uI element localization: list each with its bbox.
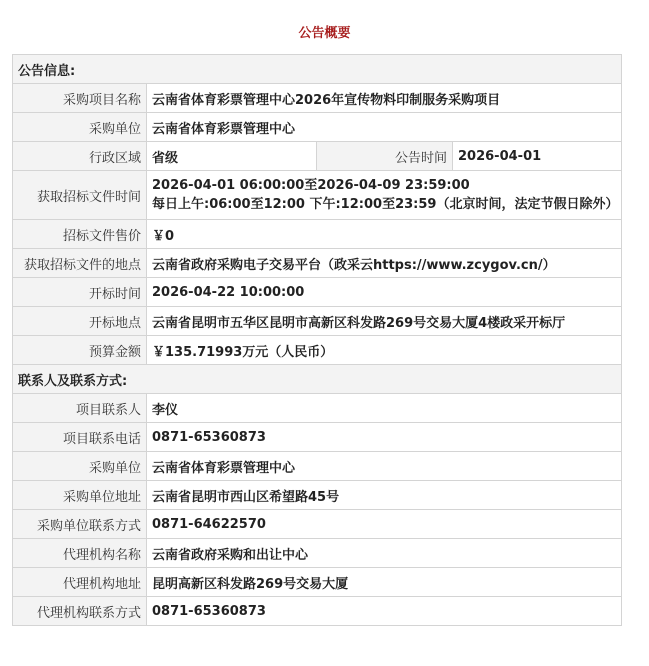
open-place-value: 云南省昆明市五华区昆明市高新区科发路269号交易大厦4楼政采开标厅 [147,307,622,336]
agency-address-label: 代理机构地址 [13,568,147,597]
agency-contact-label: 代理机构联系方式 [13,597,147,626]
table-row [13,278,622,307]
open-time-label: 开标时间 [13,278,147,307]
agency-name-value: 云南省政府采购和出让中心 [147,539,622,568]
purchaser-value: 云南省体育彩票管理中心 [147,113,622,142]
contact-phone-label: 项目联系电话 [13,423,147,452]
table-row [13,510,622,539]
doc-place-value: 云南省政府采购电子交易平台（政采云https://www.zcygov.cn/） [147,249,622,278]
table-row [13,336,622,365]
notice-time-label: 公告时间 [317,142,453,171]
budget-label: 预算金额 [13,336,147,365]
project-name-label: 采购项目名称 [13,84,147,113]
project-name-value: 云南省体育彩票管理中心2026年宣传物料印制服务采购项目 [147,84,622,113]
table-row [13,394,622,423]
table-row [13,142,622,171]
doc-price-value: ￥0 [147,220,622,249]
table-row [13,452,622,481]
table-row [13,307,622,336]
page-title: 公告概要 [298,26,351,41]
table-row [13,539,622,568]
table-row [13,423,622,452]
agency-name-label: 代理机构名称 [13,539,147,568]
purchaser-contact-label: 采购单位联系方式 [13,510,147,539]
doc-price-label: 招标文件售价 [13,220,147,249]
open-place-label: 开标地点 [13,307,147,336]
purchaser-address-label: 采购单位地址 [13,481,147,510]
section-contacts: 联系人及联系方式: [13,365,622,394]
purchaser2-value: 云南省体育彩票管理中心 [147,452,622,481]
purchaser-address-value: 云南省昆明市西山区希望路45号 [147,481,622,510]
table-row [13,249,622,278]
purchaser-label: 采购单位 [13,113,147,142]
table-row [13,171,622,220]
table-row [13,568,622,597]
agency-contact-value: 0871-65360873 [147,597,622,626]
doc-time-value [147,171,622,220]
notice-summary-table [12,54,622,626]
doc-place-label: 获取招标文件的地点 [13,249,147,278]
purchaser2-label: 采购单位 [13,452,147,481]
purchaser-contact-value: 0871-64622570 [147,510,622,539]
contact-person-label: 项目联系人 [13,394,147,423]
table-row [13,481,622,510]
open-time-value: 2026-04-22 10:00:00 [147,278,622,307]
agency-address-value: 昆明高新区科发路269号交易大厦 [147,568,622,597]
table-row [13,220,622,249]
region-value: 省级 [147,142,317,171]
table-row [13,113,622,142]
section-notice-info: 公告信息: [13,55,622,84]
region-label: 行政区域 [13,142,147,171]
doc-time-daily: 每日上午:06:00至12:00 下午:12:00至23:59（北京时间，法定节假日除外） [152,197,619,212]
doc-time-range: 2026-04-01 06:00:00至2026-04-09 23:59:00 [152,178,470,193]
table-row [13,597,622,626]
table-row [13,84,622,113]
notice-time-value: 2026-04-01 [453,142,622,171]
contact-person-value: 李仪 [147,394,622,423]
budget-value: ￥135.71993万元（人民币） [147,336,622,365]
contact-phone-value: 0871-65360873 [147,423,622,452]
doc-time-label: 获取招标文件时间 [13,171,147,220]
